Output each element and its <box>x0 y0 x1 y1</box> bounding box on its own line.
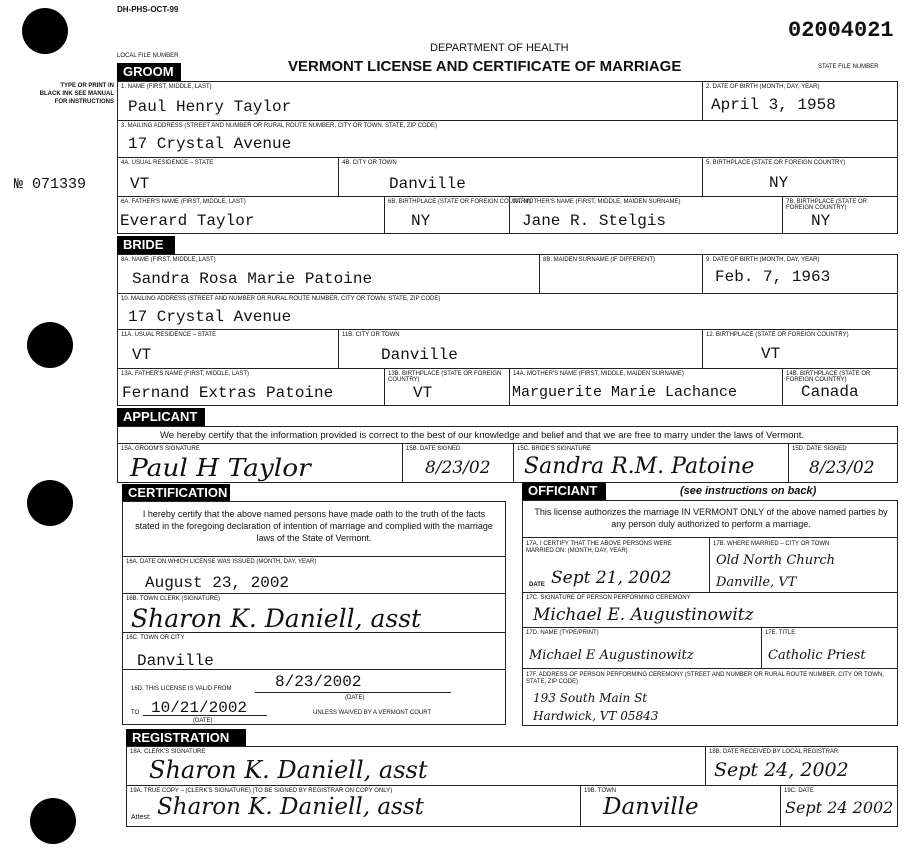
punch-hole <box>22 8 68 54</box>
field-label: 1. NAME (FIRST, MIDDLE, LAST) <box>121 84 212 90</box>
bride-residence: VT <box>132 346 152 364</box>
field-label: 11B. CITY OR TOWN <box>342 332 400 338</box>
field-label: 17B. WHERE MARRIED – CITY OR TOWN <box>713 541 830 547</box>
bride-signature-field <box>513 443 789 483</box>
unless-waived: UNLESS WAIVED BY A VERMONT COURT <box>313 710 432 716</box>
where-married: Old North Church Danville, VT <box>716 553 835 590</box>
groom-city-field <box>338 157 703 197</box>
attest-label: Attest: <box>131 814 151 821</box>
field-label: 9. DATE OF BIRTH (MONTH, DAY, YEAR) <box>706 257 820 263</box>
groom-city: Danville <box>389 175 466 193</box>
bride-birthplace: VT <box>761 345 781 363</box>
groom-mother-field <box>509 196 783 234</box>
field-label: 3. MAILING ADDRESS (STREET AND NUMBER OR RURAL ROUTE NUMBER, CITY OR TOWN, STATE, ZIP CODE) <box>121 123 438 129</box>
bride-father: Fernand Extras Patoine <box>122 384 334 402</box>
officiant-signature: Michael E. Augustinowitz <box>533 605 754 625</box>
bride-dob-field <box>702 254 898 294</box>
license-number: № 071339 <box>14 176 87 193</box>
officiant-statement: This license authorizes the marriage IN VERMONT ONLY of the above named parties by any person duly authorized to perform a marriage. <box>534 507 888 529</box>
groom-residence-field <box>117 157 339 197</box>
officiant-address-line1: 193 South Main St <box>533 691 648 705</box>
registration-date-field <box>780 785 898 827</box>
officiant-title-field <box>761 627 898 669</box>
field-label: 17F. ADDRESS OF PERSON PERFORMING CEREMONY (STREET AND NUMBER OR RURAL ROUTE NUMBER, CITY OR TOWN, STATE, ZIP CODE) <box>526 672 884 685</box>
certification-header: CERTIFICATION <box>122 484 230 501</box>
department: DEPARTMENT OF HEALTH <box>430 42 569 54</box>
marriage-date: Sept 21, 2002 <box>551 568 672 588</box>
field-label: 2. DATE OF BIRTH (MONTH, DAY, YEAR) <box>706 84 820 90</box>
field-label: 8B. MAIDEN SURNAME (IF DIFFERENT) <box>543 257 656 263</box>
field-label: 5. BIRTHPLACE (STATE OR FOREIGN COUNTRY) <box>706 160 846 166</box>
applicant-statement-box <box>117 426 898 444</box>
groom-date-signed: 8/23/02 <box>425 458 491 478</box>
groom-signature-field <box>117 443 403 483</box>
town-city: Danville <box>137 652 214 670</box>
groom-address: 17 Crystal Avenue <box>128 135 292 153</box>
registration-header: REGISTRATION <box>126 729 246 747</box>
bride-name-field <box>117 254 540 294</box>
groom-name: Paul Henry Taylor <box>128 98 292 116</box>
groom-dob: April 3, 1958 <box>711 96 836 114</box>
groom-name-field <box>117 81 703 121</box>
field-label: 8A. NAME (FIRST, MIDDLE, LAST) <box>121 257 216 263</box>
marriage-date-field <box>522 537 710 593</box>
field-label: 17D. NAME (TYPE/PRINT) <box>526 630 599 636</box>
bride-mother-field <box>509 368 783 406</box>
field-label: 14A. MOTHER'S NAME (FIRST, MIDDLE, MAIDEN SURNAME) <box>513 371 684 377</box>
groom-mother: Jane R. Stelgis <box>522 212 667 230</box>
registration-clerk-signature: Sharon K. Daniell, asst <box>149 756 428 784</box>
field-label: 4B. CITY OR TOWN <box>342 160 397 166</box>
officiant-statement-box <box>522 500 898 538</box>
bride-city: Danville <box>381 346 458 364</box>
field-label: 15D. DATE SIGNED <box>792 446 847 452</box>
officiant-signature-field <box>522 592 898 628</box>
bride-city-field <box>338 329 703 369</box>
certification-statement-box <box>122 501 506 557</box>
side-instructions: TYPE OR PRINT IN BLACK INK SEE MANUAL FOR INSTRUCTIONS <box>39 83 114 105</box>
bride-signature: Sandra R.M. Patoine <box>524 454 755 479</box>
form-title: VERMONT LICENSE AND CERTIFICATE OF MARRIAGE <box>288 58 682 75</box>
field-label: 4A. USUAL RESIDENCE – STATE <box>121 160 214 166</box>
true-copy-signature: Sharon K. Daniell, asst <box>157 794 424 820</box>
field-label: 7A. MOTHER'S NAME (FIRST, MIDDLE, MAIDEN SURNAME) <box>513 199 681 205</box>
bride-birthplace-field <box>702 329 898 369</box>
groom-father-field <box>117 196 385 234</box>
valid-to-date: 10/21/2002 <box>151 699 248 717</box>
punch-hole <box>27 322 73 368</box>
field-label: 16D. THIS LICENSE IS VALID FROM <box>131 686 232 692</box>
officiant-address-line2: Hardwick, VT 05843 <box>533 709 659 723</box>
town-clerk-field <box>122 593 506 633</box>
officiant-title: Catholic Priest <box>768 648 866 663</box>
field-label: 19A. TRUE COPY – (CLERK'S SIGNATURE) (TO BE SIGNED BY REGISTRAR ON COPY ONLY) <box>130 788 393 794</box>
applicant-header: APPLICANT <box>117 408 205 426</box>
where-married-field <box>709 537 898 593</box>
bride-date-signed: 8/23/02 <box>809 458 875 478</box>
groom-father-birthplace-field <box>384 196 532 234</box>
license-valid-field <box>122 669 506 725</box>
field-label: DATE <box>529 582 545 588</box>
valid-from-date: 8/23/2002 <box>275 673 362 691</box>
officiant-header: OFFICIANT <box>522 482 606 500</box>
groom-mother-birthplace-field <box>782 196 898 234</box>
date-caption: (DATE) <box>345 695 365 701</box>
bride-dob: Feb. 7, 1963 <box>715 268 831 286</box>
field-label: 17C. SIGNATURE OF PERSON PERFORMING CEREMONY <box>526 595 691 601</box>
field-label: 16B. TOWN CLERK (SIGNATURE) <box>126 596 221 602</box>
field-label: 13A. FATHER'S NAME (FIRST, MIDDLE, LAST) <box>121 371 250 377</box>
bride-residence-field <box>117 329 339 369</box>
town-city-field <box>122 632 506 670</box>
field-label: 15A. GROOM'S SIGNATURE <box>121 446 200 452</box>
groom-address-field <box>117 120 898 158</box>
field-label: 6A. FATHER'S NAME (FIRST, MIDDLE, LAST) <box>121 199 246 205</box>
groom-signature: Paul H Taylor <box>130 454 311 482</box>
officiant-note: (see instructions on back) <box>680 485 817 497</box>
field-label: 17E. TITLE <box>765 630 796 636</box>
groom-dob-field <box>702 81 898 121</box>
field-label: 18A. CLERK'S SIGNATURE <box>130 749 206 755</box>
punch-hole <box>27 480 73 526</box>
registration-town: Danville <box>603 794 699 820</box>
officiant-name: Michael E Augustinowitz <box>529 648 694 663</box>
field-label: TO <box>131 710 140 716</box>
bride-father-birthplace-field <box>384 368 510 406</box>
groom-residence: VT <box>130 175 150 193</box>
date-caption: (DATE) <box>193 718 213 724</box>
groom-father-birthplace: NY <box>411 212 431 230</box>
local-file-label: LOCAL FILE NUMBER <box>117 53 179 59</box>
field-label: 14B. BIRTHPLACE (STATE OR FOREIGN COUNTRY) <box>786 371 871 383</box>
state-file-label: STATE FILE NUMBER <box>818 64 879 70</box>
field-label: 15B. DATE SIGNED <box>406 446 461 452</box>
bride-father-birthplace: VT <box>413 384 433 402</box>
bride-mother-birthplace: Canada <box>801 383 859 401</box>
field-label: 16A. DATE ON WHICH LICENSE WAS ISSUED (MONTH, DAY, YEAR) <box>126 559 317 565</box>
field-label: 13B. BIRTHPLACE (STATE OR FOREIGN COUNTRY) <box>388 371 502 383</box>
groom-date-signed-field <box>402 443 514 483</box>
registration-town-field <box>580 785 781 827</box>
date-received-field <box>705 746 898 786</box>
field-label: 7B. BIRTHPLACE (STATE OR FOREIGN COUNTRY) <box>786 199 868 211</box>
certification-statement: I hereby certify that the above named persons have made oath to the truth of the facts stated in the foregoing declaration of intention of marriage and complied with the marriage laws of the State of Vermont. <box>135 509 493 543</box>
form-code: DH-PHS-OCT-99 <box>117 5 179 14</box>
field-label: 10. MAILING ADDRESS (STREET AND NUMBER OR RURAL ROUTE NUMBER, CITY OR TOWN, STATE, ZIP CODE) <box>121 296 441 302</box>
bride-father-field <box>117 368 385 406</box>
field-label: 6B. BIRTHPLACE (STATE OR FOREIGN COUNTRY) <box>388 199 532 205</box>
bride-mother: Marguerite Marie Lachance <box>512 384 738 401</box>
date-received: Sept 24, 2002 <box>714 759 849 781</box>
document-number: 02004021 <box>788 18 894 43</box>
groom-mother-birthplace: NY <box>811 212 831 230</box>
bride-maiden-field <box>539 254 703 294</box>
registration-clerk-field <box>126 746 706 786</box>
registration-date: Sept 24 2002 <box>785 798 894 817</box>
license-issued-date: August 23, 2002 <box>145 574 290 592</box>
groom-birthplace: NY <box>769 174 789 192</box>
bride-header: BRIDE <box>117 236 175 254</box>
field-label: 19C. DATE <box>784 788 814 794</box>
valid-from-line <box>255 692 451 693</box>
groom-father: Everard Taylor <box>120 212 255 230</box>
officiant-name-field <box>522 627 762 669</box>
bride-date-signed-field <box>788 443 898 483</box>
bride-address: 17 Crystal Avenue <box>128 308 292 326</box>
field-label: 18B. DATE RECEIVED BY LOCAL REGISTRAR <box>709 749 839 755</box>
applicant-statement: We hereby certify that the information provided is correct to the best of our knowledge and belief and that we are free to marry under the laws of Vermont. <box>160 430 805 441</box>
field-label: 11A. USUAL RESIDENCE – STATE <box>121 332 217 338</box>
license-issued-field <box>122 556 506 594</box>
groom-header: GROOM <box>117 63 181 81</box>
field-label: 12. BIRTHPLACE (STATE OR FOREIGN COUNTRY) <box>706 332 849 338</box>
field-label: 19B. TOWN <box>584 788 617 794</box>
town-clerk-signature: Sharon K. Daniell, asst <box>131 604 422 633</box>
field-label: 15C. BRIDE'S SIGNATURE <box>517 446 592 452</box>
groom-birthplace-field <box>702 157 898 197</box>
bride-address-field <box>117 293 898 330</box>
bride-mother-birthplace-field <box>782 368 898 406</box>
officiant-address-field <box>522 668 898 726</box>
punch-hole <box>30 798 76 844</box>
true-copy-field <box>126 785 581 827</box>
field-label: 16C. TOWN OR CITY <box>126 635 185 641</box>
bride-name: Sandra Rosa Marie Patoine <box>132 270 373 288</box>
field-label: 17A. I CERTIFY THAT THE ABOVE PERSONS WERE MARRIED ON: (MONTH, DAY, YEAR) <box>526 541 672 554</box>
